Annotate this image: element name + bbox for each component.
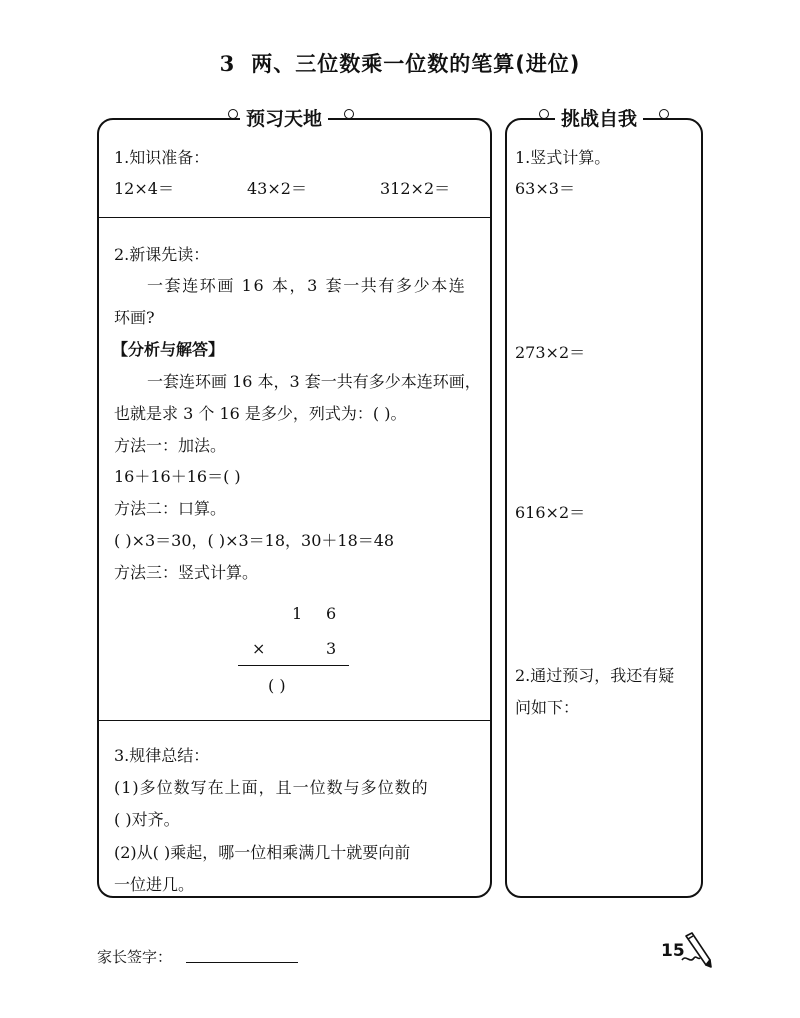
lesson-title: 两、三位数乘一位数的笔算(进位) <box>251 52 581 76</box>
vertical-result-blank: ( ) <box>268 676 286 695</box>
preview-tab-label: 预习天地 <box>240 104 328 131</box>
method-2-label: 方法二：口算。 <box>114 499 227 518</box>
pencil-icon <box>678 930 718 970</box>
tab-circle-icon <box>659 109 669 119</box>
rule-summary-heading: 3.规律总结： <box>114 746 210 765</box>
prep-question-3: 312×2＝ <box>380 179 451 198</box>
analysis-heading: 【分析与解答】 <box>112 340 225 359</box>
method-1-label: 方法一：加法。 <box>114 436 227 455</box>
section-divider <box>97 217 492 218</box>
method-1-expression: 16＋16＋16＝( ) <box>114 467 241 486</box>
questions-line-1: 2.通过预习，我还有疑 <box>515 666 675 685</box>
calc-problem-1: 63×3＝ <box>515 179 575 198</box>
vertical-top-digit-1: 1 <box>292 604 303 623</box>
prep-question-2: 43×2＝ <box>247 179 307 198</box>
rule-1-line-2: ( )对齐。 <box>114 810 180 829</box>
rule-1-line-1: (1)多位数写在上面，且一位数与多位数的 <box>114 778 429 797</box>
prep-question-1: 12×4＝ <box>114 179 174 198</box>
questions-line-2: 问如下： <box>515 698 580 717</box>
lesson-number: 3 <box>219 51 236 76</box>
tab-circle-icon <box>228 109 238 119</box>
vertical-calc-line <box>238 665 349 666</box>
method-2-expression: ( )×3＝30，( )×3＝18，30＋18＝48 <box>114 531 395 550</box>
new-lesson-heading: 2.新课先读： <box>114 245 210 264</box>
vertical-multiplier: 3 <box>326 639 337 658</box>
tab-circle-icon <box>539 109 549 119</box>
calc-problem-2: 273×2＝ <box>515 343 586 362</box>
signature-line[interactable] <box>186 962 298 963</box>
section-divider <box>97 720 492 721</box>
problem-line-2: 环画? <box>114 308 155 327</box>
analysis-line-2: 也就是求 3 个 16 是多少，列式为：( )。 <box>114 404 407 423</box>
method-3-label: 方法三：竖式计算。 <box>114 563 259 582</box>
page-title <box>0 48 800 78</box>
challenge-tab-label: 挑战自我 <box>555 104 643 131</box>
multiply-sign: × <box>252 639 266 658</box>
rule-2-line-2: 一位进几。 <box>114 875 195 894</box>
calc-problem-3: 616×2＝ <box>515 503 586 522</box>
knowledge-prep-heading: 1.知识准备： <box>114 148 210 167</box>
parent-signature-label: 家长签字： <box>97 948 173 966</box>
rule-2-line-1: (2)从( )乘起，哪一位相乘满几十就要向前 <box>114 843 411 862</box>
vertical-top-digit-2: 6 <box>326 604 337 623</box>
vertical-calc-heading: 1.竖式计算。 <box>515 148 611 167</box>
problem-line-1: 一套连环画 16 本，3 套一共有多少本连 <box>147 276 467 295</box>
tab-circle-icon <box>344 109 354 119</box>
analysis-line-1: 一套连环画 16 本，3 套一共有多少本连环画， <box>147 372 481 391</box>
page-number: 15 <box>661 941 685 961</box>
